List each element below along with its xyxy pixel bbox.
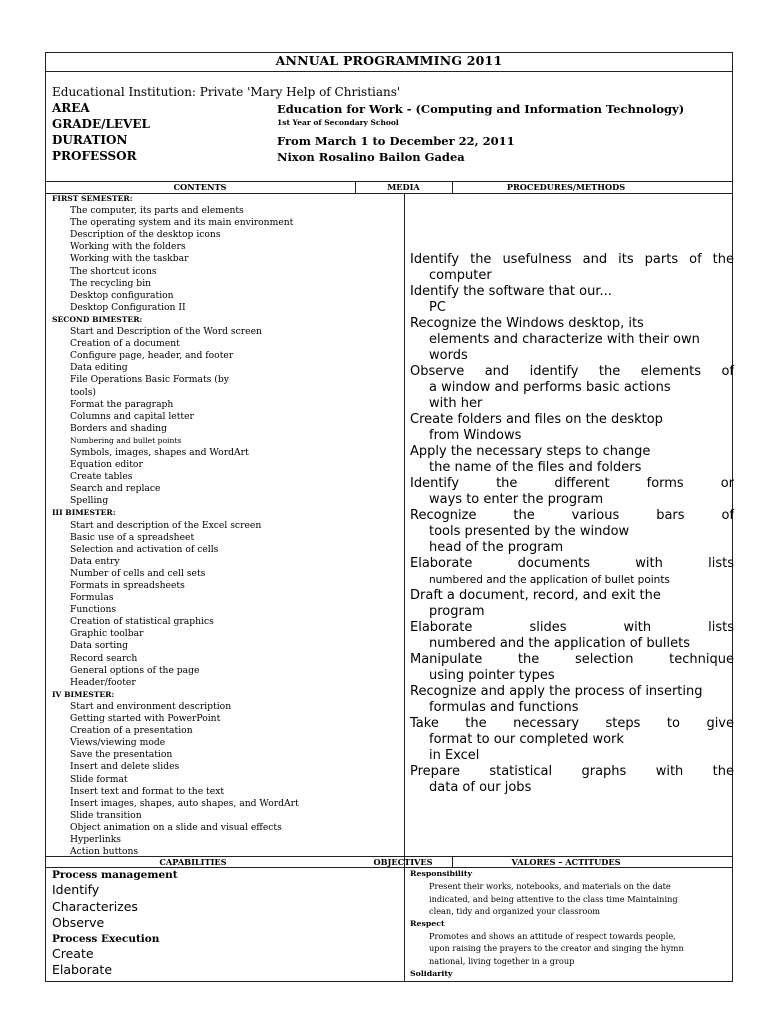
content-item-text: Data editing xyxy=(70,362,128,374)
content-row xyxy=(52,290,402,302)
content-row xyxy=(52,677,402,689)
procedure-line: words xyxy=(429,348,468,363)
content-row xyxy=(52,774,402,786)
procedure-line: data of our jobs xyxy=(429,780,532,795)
procedures-header: PROCEDURES/METHODS xyxy=(506,182,626,192)
content-item-text: Data entry xyxy=(70,555,120,567)
procedure-line: Take the necessary steps to give xyxy=(410,716,734,731)
procedure-line: ways to enter the program xyxy=(429,492,604,507)
content-item-text: Borders and shading xyxy=(70,422,167,434)
content-item-text: Object animation on a slide and visual effects xyxy=(70,821,282,833)
procedure-line: Elaborate slides with lists xyxy=(410,620,734,635)
content-row xyxy=(52,278,402,290)
procedure-line: computer xyxy=(429,268,492,283)
content-row xyxy=(52,592,402,604)
value-line: upon raising the prayers to the creator and singing the hymn xyxy=(429,943,684,954)
content-row xyxy=(52,362,402,374)
value-line: indicated, and being attentive to the class time Maintaining xyxy=(429,893,678,904)
procedure-line: numbered and the application of bullet points xyxy=(429,574,670,586)
content-row xyxy=(52,532,402,544)
procedure-line: Create folders and files on the desktop xyxy=(410,412,663,427)
content-row xyxy=(52,266,402,278)
content-row xyxy=(52,665,402,677)
content-row xyxy=(52,374,402,386)
procedure-line: elements and characterize with their own xyxy=(429,332,700,347)
capability-item: Characterizes xyxy=(52,898,138,914)
content-row xyxy=(52,471,402,483)
content-row xyxy=(52,616,402,628)
content-row xyxy=(52,640,402,652)
content-item-text: Insert text and format to the text xyxy=(70,785,225,797)
content-item-text: Desktop configuration xyxy=(70,289,174,301)
procedure-line: Identify the usefulness and its parts of the xyxy=(410,252,734,267)
content-item-text: Columns and capital letter xyxy=(70,410,194,422)
content-row xyxy=(52,314,402,326)
duration-value: From March 1 to December 22, 2011 xyxy=(277,134,515,148)
content-item-text: Insert and delete slides xyxy=(70,761,180,773)
content-row xyxy=(52,713,402,725)
document-title: ANNUAL PROGRAMMING 2011 xyxy=(275,53,503,68)
duration-label: DURATION xyxy=(52,133,128,147)
section-heading: SECOND BIMESTER: xyxy=(52,314,143,324)
grade-value: 1st Year of Secondary School xyxy=(277,118,399,127)
procedure-line: Recognize and apply the process of inserting xyxy=(410,684,703,699)
title-divider xyxy=(45,71,733,72)
content-row xyxy=(52,302,402,314)
content-row xyxy=(52,507,402,519)
procedure-line: Manipulate the selection technique xyxy=(410,652,734,667)
content-item-text: Format the paragraph xyxy=(70,398,174,410)
institution-line: Educational Institution: Private 'Mary Help of Christians' xyxy=(52,85,401,99)
content-item-text: Search and replace xyxy=(70,483,161,495)
content-row xyxy=(52,435,402,447)
procedure-line: Recognize the various bars of xyxy=(410,508,734,523)
procedure-line: formulas and functions xyxy=(429,700,579,715)
procedure-line: numbered and the application of bullets xyxy=(429,636,690,651)
procedure-line: using pointer types xyxy=(429,668,555,683)
value-heading: Solidarity xyxy=(410,968,453,978)
content-item-text: Header/footer xyxy=(70,676,136,688)
content-item-text: The shortcut icons xyxy=(70,265,157,277)
content-item-text: Symbols, images, shapes and WordArt xyxy=(70,446,249,458)
content-row xyxy=(52,483,402,495)
content-row xyxy=(52,387,402,399)
content-row xyxy=(52,399,402,411)
content-item-text: Functions xyxy=(70,604,117,616)
content-item-text: Data sorting xyxy=(70,640,129,652)
content-item-text: Action buttons xyxy=(70,846,139,858)
content-item-text: Formulas xyxy=(70,592,114,604)
procedure-line: the name of the files and folders xyxy=(429,460,642,475)
procedure-line: PC xyxy=(429,300,446,315)
value-text: Promotes and shows an attitude of respect towards people, xyxy=(429,930,676,941)
procedure-line: head of the program xyxy=(429,540,564,555)
content-item-text: Number of cells and cell sets xyxy=(70,567,206,579)
content-item-text: Graphic toolbar xyxy=(70,628,144,640)
procedure-line: Draft a document, record, and exit the xyxy=(410,588,661,603)
content-item-continuation: tools) xyxy=(70,386,96,398)
content-row xyxy=(52,193,402,205)
procedure-line: Identify the software that our... xyxy=(410,284,612,299)
section-heading: III BIMESTER: xyxy=(52,508,116,518)
media-header: MEDIA xyxy=(387,182,420,192)
content-row xyxy=(52,253,402,265)
capability-item: Create xyxy=(52,945,94,961)
capabilities-header: CAPABILITIES xyxy=(159,857,227,867)
content-item-text: Formats in spreadsheets xyxy=(70,580,185,591)
content-item-text: Record search xyxy=(70,652,138,664)
procedure-line: Apply the necessary steps to change xyxy=(410,444,651,459)
content-item-text: Creation of statistical graphics xyxy=(70,616,214,628)
content-row xyxy=(52,217,402,229)
content-item-text: Create tables xyxy=(70,471,133,483)
contents-list xyxy=(52,193,402,858)
values-list xyxy=(410,868,732,980)
content-row xyxy=(52,725,402,737)
contents-column-divider xyxy=(404,193,405,856)
professor-label: PROFESSOR xyxy=(52,149,137,163)
content-item-text: Working with the folders xyxy=(70,241,186,253)
procedures-list xyxy=(410,252,734,796)
objectives-header: OBJECTIVES xyxy=(373,857,433,867)
content-item-text: Working with the taskbar xyxy=(70,253,189,265)
content-item-text: The recycling bin xyxy=(70,277,152,289)
content-item-text: Start and Description of the Word screen xyxy=(70,326,262,338)
procedure-line: tools presented by the window xyxy=(429,524,630,539)
values-header: VALORES – ACTITUDES xyxy=(511,857,621,867)
value-text: Present their works, notebooks, and materials on the date xyxy=(429,881,671,891)
content-row xyxy=(52,701,402,713)
content-row xyxy=(52,822,402,834)
content-row xyxy=(52,520,402,532)
section-heading: FIRST SEMESTER: xyxy=(52,194,133,203)
content-row xyxy=(52,798,402,810)
content-row xyxy=(52,241,402,253)
content-item-text: File Operations Basic Formats (by xyxy=(70,374,229,386)
content-item-text: Creation of a document xyxy=(70,338,180,350)
content-item-text: Hyperlinks xyxy=(70,833,121,845)
procedure-line: a window and performs basic actions xyxy=(429,380,671,395)
capability-heading: Process management xyxy=(52,869,178,881)
content-item-text: General options of the page xyxy=(70,664,200,676)
content-item-text: The computer, its parts and elements xyxy=(70,205,244,217)
capabilities-list xyxy=(52,868,397,979)
capability-item: Elaborate xyxy=(52,962,113,977)
content-row xyxy=(52,737,402,749)
content-item-text: Basic use of a spreadsheet xyxy=(70,531,195,543)
capability-item: Observe xyxy=(52,915,105,930)
section-heading: IV BIMESTER: xyxy=(52,689,115,699)
content-item-text: Start and description of the Excel screen xyxy=(70,519,262,531)
content-item-text: The operating system and its main environment xyxy=(70,217,294,229)
content-item-text: Slide transition xyxy=(70,809,142,821)
content-item-text: Desktop Configuration II xyxy=(70,301,186,313)
area-value: Education for Work - (Computing and Information Technology) xyxy=(277,102,685,116)
professor-value: Nixon Rosalino Bailon Gadea xyxy=(277,150,465,164)
content-row xyxy=(52,423,402,435)
content-row xyxy=(52,544,402,556)
procedure-line: in Excel xyxy=(429,748,480,763)
content-row xyxy=(52,326,402,338)
capability-heading: Process Execution xyxy=(52,932,160,945)
content-row xyxy=(52,411,402,423)
area-label: AREA xyxy=(52,101,90,115)
value-line: national, living together in a group xyxy=(429,955,575,966)
procedure-line: with her xyxy=(429,396,483,411)
content-row xyxy=(52,786,402,798)
procedure-line: Elaborate documents with lists xyxy=(410,556,734,571)
content-row xyxy=(52,653,402,665)
content-item-text: Start and environment description xyxy=(70,700,232,712)
content-row xyxy=(52,556,402,568)
content-row xyxy=(52,749,402,761)
procedure-line: Recognize the Windows desktop, its xyxy=(410,316,644,331)
content-item-text: Configure page, header, and footer xyxy=(70,350,234,362)
content-row xyxy=(52,604,402,616)
objectives-left-divider xyxy=(404,856,405,982)
content-item-text: Insert images, shapes, auto shapes, and WordArt xyxy=(70,797,299,809)
content-row xyxy=(52,568,402,580)
procedure-line: Prepare statistical graphs with the xyxy=(410,764,734,779)
value-line xyxy=(410,930,732,943)
content-row xyxy=(52,205,402,217)
content-row xyxy=(52,350,402,362)
capability-item: Identify xyxy=(52,882,100,897)
content-item-text: Views/viewing mode xyxy=(70,737,166,749)
procedure-line: Observe and identify the elements of xyxy=(410,364,734,379)
content-row xyxy=(52,459,402,471)
content-item-text: Creation of a presentation xyxy=(70,725,193,737)
content-row xyxy=(52,229,402,241)
content-row xyxy=(52,689,402,701)
value-heading: Responsibility xyxy=(410,869,472,878)
procedure-line: from Windows xyxy=(429,428,522,443)
grade-label: GRADE/LEVEL xyxy=(52,117,150,131)
content-item-text: Numbering and bullet points xyxy=(70,435,182,445)
content-row xyxy=(52,580,402,592)
procedure-line: program xyxy=(429,604,485,619)
content-row xyxy=(52,810,402,822)
content-row xyxy=(52,495,402,507)
procedure-line: format to our completed work xyxy=(429,732,624,747)
content-item-text: Spelling xyxy=(70,495,109,507)
content-row xyxy=(52,338,402,350)
content-row xyxy=(52,447,402,459)
content-item-text: Equation editor xyxy=(70,459,143,471)
content-row xyxy=(52,628,402,640)
contents-header: CONTENTS xyxy=(173,182,227,192)
content-item-text: Slide format xyxy=(70,773,128,785)
content-item-text: Selection and activation of cells xyxy=(70,543,219,555)
procedure-line: Identify the different forms or xyxy=(410,476,734,491)
value-heading: Respect xyxy=(410,918,445,928)
content-row xyxy=(52,761,402,773)
content-item-text: Getting started with PowerPoint xyxy=(70,713,221,725)
value-line xyxy=(410,880,732,893)
value-line: clean, tidy and organized your classroom xyxy=(429,906,601,917)
content-item-text: Save the presentation xyxy=(70,749,173,761)
content-item-text: Description of the desktop icons xyxy=(70,229,221,241)
content-row xyxy=(52,834,402,846)
